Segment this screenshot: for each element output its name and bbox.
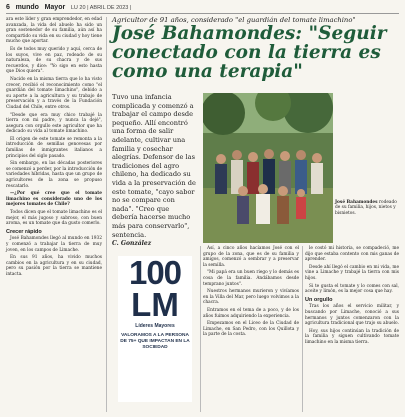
paragraph: Todos dicen que el tomate limachino es el mejor, el más jugoso y sabroso, con buen aroma, es un tomate que da gusto comerlo. bbox=[6, 210, 102, 227]
paragraph: Tras los años el servicio militar, y buscando por Limache, conoció a sus hermanos y juntos comenzaron con la agricultura tradicional que trajo su abuelo. bbox=[305, 304, 399, 327]
section-label: Mayor bbox=[44, 4, 66, 11]
paragraph: "Desde que era muy chico trabajé la tierra con mi padre, y nunca la dejé", asegura con orgullo este agricultor que ha dedicado su vida al tomate limachino. bbox=[6, 112, 102, 135]
paragraph: El origen de este tomate se remonta a la introducción de semillas genovesas por familias de inmigrantes italianos a principios del siglo pasado. bbox=[6, 136, 102, 159]
paragraph: Hoy, sus hijos continúan la tradición de la familia y siguen cultivando tomate limachino en la misma tierra. bbox=[305, 328, 399, 345]
paragraph: Así, a cinco años hacíamos José con el grupo de la zona, que es de su familia y amigos, comenzó a sembrar y a preservar la semilla. bbox=[203, 246, 299, 268]
paragraph: Nacido en la misma tierra que lo ha visto crecer, recibió el reconocimiento como "el guardián del tomate limachino", debido a su aporte a la agricultura y su trabajo de preservación y a través de la Fundación Ciudad del Chile, entre otros. bbox=[6, 76, 102, 110]
caption-name: José Bahamondes bbox=[335, 200, 378, 205]
promo-tagline: VALORAMOS A LA PERSONA DE 75+ QUE IMPACTAN EN LA SOCIEDAD bbox=[120, 333, 190, 350]
photo-caption bbox=[335, 200, 399, 216]
paragraph: Es de todos muy querido y aquí, cerca de los suyos, vive en paz, rodeado de su naturaleza, de su chacra y de sus recuerdos, y dice: "Yo sigo en esto hasta que Dios quiera". bbox=[6, 46, 102, 75]
paragraph: Nuestros hermanos murieron y vivíamos en la Villa del Mar, pero luego volvimos a la chacra. bbox=[203, 289, 299, 306]
interview-question: —¿Por qué cree que el tomate limachino es considerado uno de los mejores tomates de Chile? bbox=[6, 191, 102, 208]
paragraph: José Bahamondes llegó al mundo en 1932 y comenzó a trabajar la tierra de muy joven, en los campos de Limache. bbox=[6, 236, 102, 253]
paragraph: "Mi papá era un buen riego y lo demás es cosa de la familia. Andábamos desde temprano juntos". bbox=[203, 270, 299, 287]
caption-text: rodeado de su familia, hijos, nietos y bisnietos. bbox=[335, 200, 397, 216]
page-number: 6 bbox=[6, 4, 10, 11]
issue-date: LU 20 | ABRIL DE 2023 | bbox=[70, 5, 132, 11]
page-header bbox=[6, 3, 399, 12]
right-column bbox=[305, 246, 399, 348]
lideres-mayores-promo bbox=[118, 256, 192, 402]
headline: José Bahamondes: "Seguir conectado con la tierra es como una terapia" bbox=[112, 23, 387, 82]
subheading: Crecer rápido bbox=[6, 228, 42, 235]
paragraph: Sin embargo, en las décadas posteriores se comenzó a perder, por la introducción de variedades híbridas, hasta que un grupo de agricultores de la zona se propuso rescatarlo. bbox=[6, 161, 102, 189]
left-column bbox=[6, 17, 102, 280]
column-divider bbox=[106, 17, 107, 412]
header-rule bbox=[6, 13, 399, 14]
paragraph: le costó mi historia, se compadeció, me dijo que estaba contento con mis ganas de aprender. bbox=[305, 246, 399, 263]
family-photo-illustration bbox=[203, 93, 333, 243]
lede: Tuvo una infancia complicada y comenzó a trabajar el campo desde pequeño. Allí encontró una forma de salir adelante, cultivar una familia y cosechar alegrías. Defensor de las tradiciones del agro chileno, ha dedicado su vida a la preservación de este tomate, "cayo sabor no se compare con nada". "Creo que debería hacerse mucho más para conservarlo", sentencia. bbox=[112, 93, 196, 239]
promo-brand: Líderes Mayores bbox=[135, 323, 175, 329]
section-name: mundo bbox=[15, 4, 39, 11]
subheading: Un orgullo bbox=[305, 296, 333, 303]
paragraph: Si te gusta el tomate y lo comes con sal, aceite y limón, es la mejor cosa que hay. bbox=[305, 283, 399, 295]
byline: C. González bbox=[112, 240, 152, 247]
paragraph: En sus 91 años, ha vivido muchos cambios en la agricultura y en su ciudad, pero su pasión por la tierra se mantiene intacta. bbox=[6, 255, 102, 277]
column-divider bbox=[302, 246, 303, 412]
column-divider bbox=[200, 246, 201, 412]
paragraph: ara este líder y gran emprendedor, en edad avanzada, la vida del abuelo ha sido un gran sostenedor de su familia, aún así ha compartido su vida en su ciudad y hoy tiene mucho que aportar. bbox=[6, 17, 102, 45]
promo-letters: LM bbox=[131, 286, 179, 323]
family-photo bbox=[203, 93, 333, 243]
middle-column bbox=[203, 246, 299, 340]
paragraph: Empezamos en el Liceo de la Ciudad de Limache, en San Pedro, con los Quillota y la parte de la costa. bbox=[203, 321, 299, 338]
paragraph: Entramos en el tema de a poco, y de los años fuimos adquiriendo la experiencia. bbox=[203, 307, 299, 319]
promo-number: 100 bbox=[128, 254, 182, 291]
kicker: Agricultor de 91 años, considerado "el guardián del tomate limachino" bbox=[112, 16, 356, 24]
paragraph: Desde ahí llegó el cambio en mi vida, me vine a Limache y trabajé la tierra con mis hijos. bbox=[305, 264, 399, 281]
